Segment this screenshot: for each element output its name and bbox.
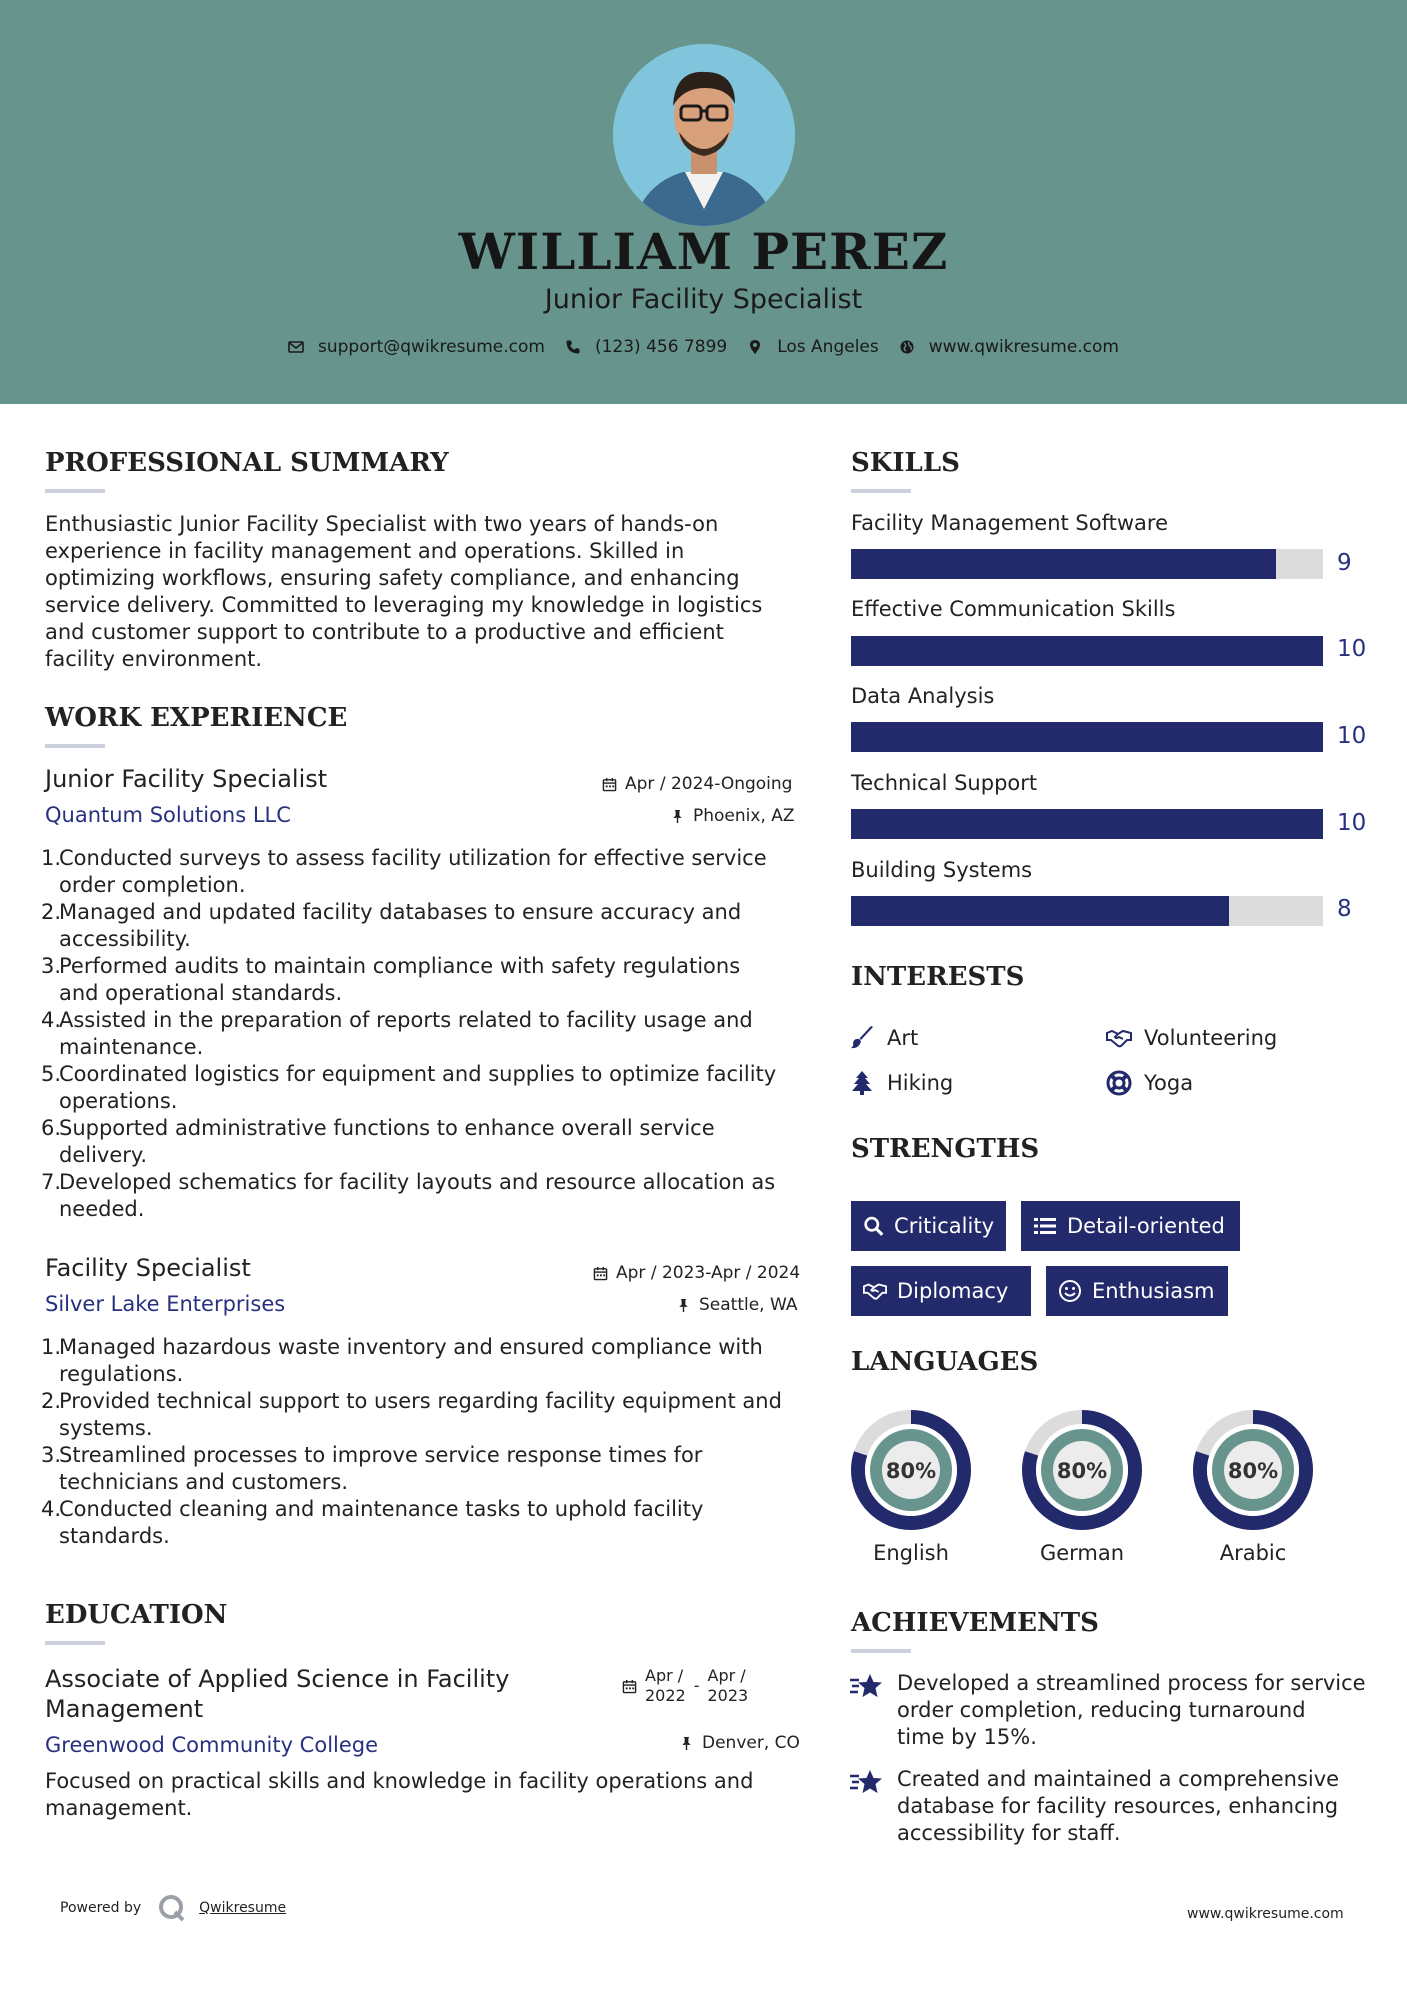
- list-item: 3. Performed audits to maintain compliance with safety regulations: [41, 954, 741, 978]
- list-item: technicians and customers.: [59, 1470, 349, 1494]
- job-location: [676, 1295, 798, 1315]
- skill-bar-track: [851, 549, 1323, 579]
- degree-title: [45, 1664, 509, 1724]
- summary-line: optimizing workflows, ensuring safety compliance, and enhancing: [45, 566, 740, 590]
- contact-email[interactable]: [288, 337, 545, 357]
- education-underline: [45, 1641, 105, 1645]
- handshake-icon: [1106, 1025, 1132, 1051]
- education-date: [622, 1666, 748, 1706]
- tree-icon: [849, 1070, 875, 1096]
- strengths-heading: STRENGTHS: [851, 1134, 1040, 1164]
- language-item: [1192, 1409, 1314, 1565]
- skill-bar-track: [851, 809, 1323, 839]
- skill-bar-track: [851, 896, 1323, 926]
- list-icon: [1033, 1214, 1057, 1238]
- footer-site-link[interactable]: www.qwikresume.com: [1187, 1906, 1344, 1922]
- job-date-text: Apr / 2023-Apr / 2024: [616, 1263, 801, 1283]
- contact-website[interactable]: [899, 337, 1119, 357]
- job-title: Junior Facility Specialist: [45, 765, 328, 793]
- achievement-item: [849, 1670, 1369, 1751]
- experience-underline: [45, 744, 105, 748]
- star-achievement-icon: [849, 1768, 883, 1798]
- job-title: Facility Specialist: [45, 1254, 251, 1282]
- language-name: English: [873, 1541, 949, 1565]
- edu-dash: -: [693, 1676, 700, 1695]
- summary-text: [45, 511, 785, 673]
- pushpin-icon: [679, 1736, 694, 1751]
- company-name: Silver Lake Enterprises: [45, 1292, 286, 1316]
- school-name: Greenwood Community College: [45, 1733, 379, 1757]
- skill-bar-fill: [851, 809, 1323, 839]
- degree-line: Associate of Applied Science in Facility: [45, 1665, 510, 1693]
- strength-badge: [851, 1266, 1031, 1316]
- qwikresume-logo-icon: [157, 1893, 187, 1923]
- skill-bar-fill: [851, 549, 1276, 579]
- calendar-icon: [622, 1679, 637, 1694]
- interest-item: [849, 1070, 953, 1096]
- candidate-name: WILLIAM PEREZ: [458, 222, 949, 281]
- contact-bar: [0, 337, 1407, 357]
- language-item: [850, 1409, 972, 1565]
- job-location: [670, 806, 795, 826]
- summary-line: service delivery. Committed to leveraging my knowledge in logistics: [45, 593, 763, 617]
- education-description: Focused on practical skills and knowledge in facility operations and management.: [45, 1769, 754, 1820]
- strength-label: Detail-oriented: [1067, 1214, 1225, 1238]
- achievement-text: Created and maintained a comprehensive database for facility resources, enhancing accessibility for staff.: [897, 1767, 1340, 1845]
- interest-label: Volunteering: [1144, 1026, 1278, 1050]
- strength-badge: [1046, 1266, 1228, 1316]
- summary-line: and customer support to contribute to a productive and efficient: [45, 620, 724, 644]
- achievement-item: [849, 1766, 1369, 1847]
- powered-by-text: Powered by: [60, 1900, 142, 1916]
- job-location-text: Seattle, WA: [699, 1295, 798, 1315]
- skill-label: Building Systems: [851, 858, 1033, 882]
- interest-item: [1106, 1025, 1277, 1051]
- summary-line: Enthusiastic Junior Facility Specialist with two years of hands-on: [45, 512, 719, 536]
- globe-icon: [899, 339, 915, 355]
- website-text: www.qwikresume.com: [928, 337, 1119, 357]
- job-location-text: Phoenix, AZ: [693, 806, 795, 826]
- list-item: and operational standards.: [59, 981, 343, 1005]
- education-location: [679, 1733, 800, 1753]
- strength-label: Criticality: [894, 1214, 994, 1238]
- list-item: 7. Developed schematics for facility layouts and resource allocation as: [41, 1170, 776, 1194]
- brand-link[interactable]: Qwikresume: [199, 1900, 287, 1916]
- list-item: order completion.: [59, 873, 246, 897]
- edu-start: Apr / 2022: [645, 1666, 686, 1705]
- interests-heading: INTERESTS: [851, 962, 1025, 992]
- job-duties-list: [41, 1334, 801, 1550]
- smile-icon: [1058, 1279, 1082, 1303]
- list-item: 3. Streamlined processes to improve service response times for: [41, 1443, 703, 1467]
- location-text: Los Angeles: [777, 337, 879, 357]
- strength-badge: [1021, 1201, 1240, 1251]
- skill-value: 10: [1337, 636, 1367, 662]
- language-ring: [850, 1409, 972, 1531]
- calendar-icon: [602, 777, 617, 792]
- list-item: 4. Conducted cleaning and maintenance tasks to uphold facility: [41, 1497, 704, 1521]
- list-item: 6. Supported administrative functions to enhance overall service: [41, 1116, 715, 1140]
- star-achievement-icon: [849, 1672, 883, 1702]
- list-item: needed.: [59, 1197, 145, 1221]
- interest-item: [1106, 1070, 1193, 1096]
- pushpin-icon: [670, 809, 685, 824]
- phone-icon: [565, 339, 581, 355]
- contact-phone[interactable]: [565, 337, 727, 357]
- skill-label: Data Analysis: [851, 684, 995, 708]
- skill-bar-fill: [851, 896, 1229, 926]
- language-percent: 80%: [885, 1459, 937, 1483]
- summary-line: facility environment.: [45, 647, 263, 671]
- skill-bar-fill: [851, 636, 1323, 666]
- paintbrush-icon: [849, 1025, 875, 1051]
- achievements-heading: ACHIEVEMENTS: [851, 1608, 1099, 1638]
- job-date-text: Apr / 2024-Ongoing: [625, 774, 793, 794]
- job-date: [602, 774, 792, 794]
- list-item: 1. Managed hazardous waste inventory and ensured compliance with: [41, 1335, 763, 1359]
- language-item: [1021, 1409, 1143, 1565]
- list-item: maintenance.: [59, 1035, 204, 1059]
- list-item: 2. Provided technical support to users regarding facility equipment and: [41, 1389, 782, 1413]
- skills-heading: SKILLS: [851, 448, 960, 478]
- skill-bar-track: [851, 722, 1323, 752]
- calendar-icon: [593, 1266, 608, 1281]
- skill-bar-track: [851, 636, 1323, 666]
- list-item: operations.: [59, 1089, 178, 1113]
- skill-value: 8: [1337, 896, 1352, 922]
- lifering-icon: [1106, 1070, 1132, 1096]
- achievement-text: Developed a streamlined process for service order completion, reducing turnaround time by 15%.: [897, 1671, 1366, 1749]
- summary-line: experience in facility management and operations. Skilled in: [45, 539, 685, 563]
- strength-label: Enthusiasm: [1092, 1279, 1215, 1303]
- list-item: systems.: [59, 1416, 153, 1440]
- language-name: German: [1039, 1541, 1125, 1565]
- pushpin-icon: [676, 1298, 691, 1313]
- email-text: support@qwikresume.com: [318, 337, 545, 357]
- language-name: Arabic: [1219, 1541, 1287, 1565]
- list-item: standards.: [59, 1524, 170, 1548]
- skill-label: Effective Communication Skills: [851, 597, 1176, 621]
- education-heading: EDUCATION: [45, 1600, 228, 1630]
- envelope-icon: [288, 339, 304, 355]
- candidate-role: Junior Facility Specialist: [544, 284, 863, 315]
- skills-underline: [851, 489, 911, 493]
- language-ring: [1021, 1409, 1143, 1531]
- company-name: Quantum Solutions LLC: [45, 803, 291, 827]
- map-pin-icon: [747, 339, 763, 355]
- list-item: 2. Managed and updated facility databases to ensure accuracy and: [41, 900, 742, 924]
- skill-value: 9: [1337, 550, 1352, 576]
- interest-label: Art: [887, 1026, 919, 1050]
- interest-item: [849, 1025, 918, 1051]
- skill-label: Technical Support: [851, 771, 1038, 795]
- interest-label: Yoga: [1144, 1071, 1194, 1095]
- interest-label: Hiking: [887, 1071, 954, 1095]
- strength-badge: [851, 1201, 1006, 1251]
- achievements-underline: [851, 1649, 911, 1653]
- search-icon: [863, 1214, 884, 1238]
- skill-label: Facility Management Software: [851, 511, 1168, 535]
- strength-label: Diplomacy: [897, 1279, 1009, 1303]
- experience-heading: WORK EXPERIENCE: [45, 703, 348, 733]
- handshake-icon: [863, 1279, 887, 1303]
- contact-location: [747, 337, 879, 357]
- language-ring: [1192, 1409, 1314, 1531]
- footer-powered-by: [60, 1893, 286, 1923]
- language-percent: 80%: [1227, 1459, 1279, 1483]
- skill-bar-fill: [851, 722, 1323, 752]
- edu-end: Apr / 2023: [707, 1666, 749, 1705]
- skill-value: 10: [1337, 723, 1367, 749]
- education-location-text: Denver, CO: [702, 1733, 800, 1753]
- list-item: 5. Coordinated logistics for equipment and supplies to optimize facility: [41, 1062, 777, 1086]
- summary-underline: [45, 489, 105, 493]
- skill-value: 10: [1337, 810, 1367, 836]
- languages-heading: LANGUAGES: [851, 1347, 1039, 1377]
- language-percent: 80%: [1056, 1459, 1108, 1483]
- phone-text: (123) 456 7899: [594, 337, 728, 357]
- profile-photo: [613, 44, 795, 226]
- job-duties-list: [41, 845, 801, 1223]
- list-item: 4. Assisted in the preparation of reports related to facility usage and: [41, 1008, 753, 1032]
- list-item: delivery.: [59, 1143, 148, 1167]
- header-banner: [0, 0, 1407, 404]
- list-item: accessibility.: [59, 927, 191, 951]
- degree-line: Management: [45, 1695, 204, 1723]
- person-avatar-icon: [613, 44, 795, 226]
- list-item: regulations.: [59, 1362, 184, 1386]
- job-date: [593, 1263, 800, 1283]
- list-item: 1. Conducted surveys to assess facility utilization for effective service: [41, 846, 767, 870]
- summary-heading: PROFESSIONAL SUMMARY: [45, 448, 449, 478]
